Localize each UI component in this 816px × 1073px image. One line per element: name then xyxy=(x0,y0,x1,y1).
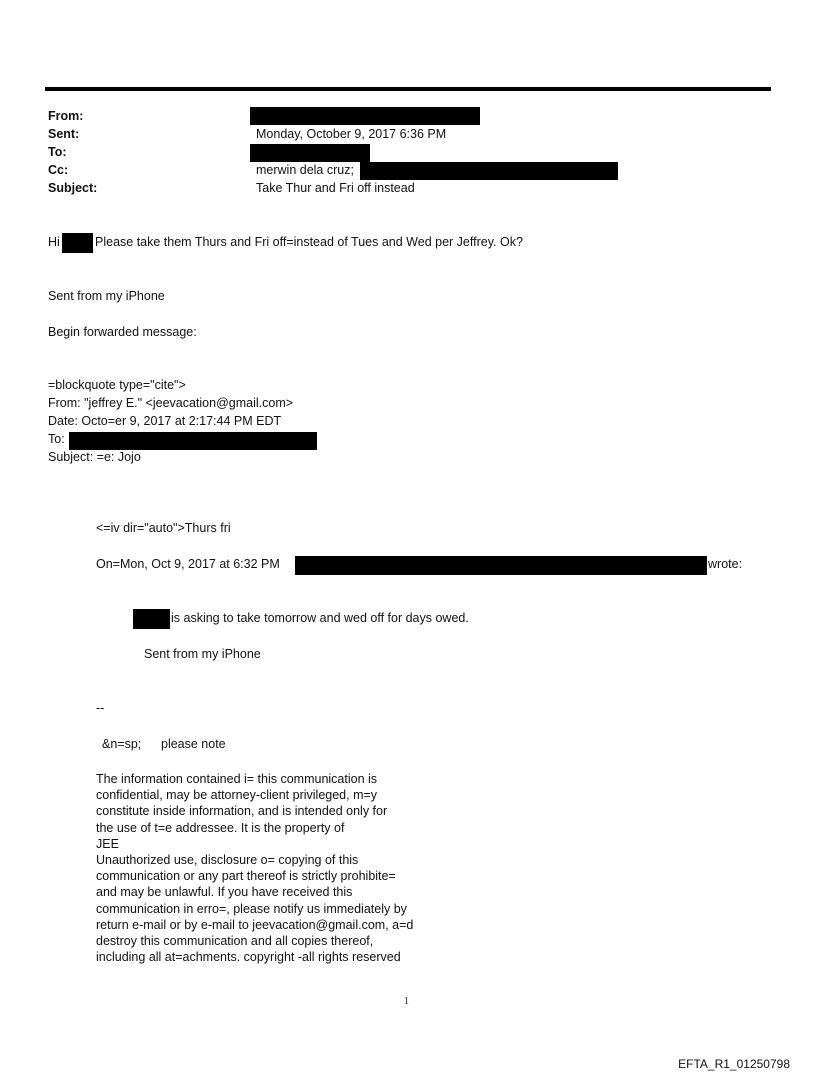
begin-forwarded: Begin forwarded message: xyxy=(48,325,197,339)
forwarded-date: Date: Octo=er 9, 2017 at 2:17:44 PM EDT xyxy=(48,414,282,428)
redaction-name xyxy=(133,609,170,629)
disclaimer-line: JEE xyxy=(96,836,119,851)
disclaimer-line: including all at=achments. copyright -all rights reserved xyxy=(96,950,401,965)
reply-sent-from-iphone: Sent from my iPhone xyxy=(144,647,261,661)
on-line: On=Mon, Oct 9, 2017 at 6:32 PM xyxy=(96,557,280,571)
subject-label: Subject: xyxy=(48,181,98,195)
disclaimer-line: The information contained i= this communication is xyxy=(96,772,378,786)
page-number: 1 xyxy=(404,996,409,1007)
forwarded-from: From: "jeffrey E." <jeevacation@gmail.com> xyxy=(48,396,294,410)
cc-value: merwin dela cruz; xyxy=(256,163,354,177)
redaction-to xyxy=(250,144,370,162)
disclaimer-line: communication in erro=, please notify us immediately by xyxy=(96,901,407,916)
div-auto-line: <=iv dir="auto">Thurs fri xyxy=(96,521,231,535)
forwarded-subject: Subject: =e: Jojo xyxy=(48,450,141,464)
disclaimer-line: destroy this communication and all copies thereof, xyxy=(96,934,374,949)
redaction-greeting-name xyxy=(62,233,93,253)
disclaimer-line: confidential, may be attorney-client privileged, m=y xyxy=(96,788,378,803)
signature-dashes: -- xyxy=(96,701,105,715)
disclaimer-line: the use of t=e addressee. It is the property of xyxy=(96,820,345,835)
cc-label: Cc: xyxy=(48,163,69,177)
disclaimer-line: and may be unlawful. If you have received this xyxy=(96,885,353,900)
greeting: Hi xyxy=(48,235,60,249)
header-rule xyxy=(45,87,771,91)
please-note: please note xyxy=(161,737,226,751)
sent-value: Monday, October 9, 2017 6:36 PM xyxy=(256,127,447,141)
document-id: EFTA_R1_01250798 xyxy=(678,1057,790,1071)
redaction-sender xyxy=(295,556,707,575)
disclaimer-line: communication or any part thereof is strictly prohibite= xyxy=(96,869,396,884)
asking-text: is asking to take tomorrow and wed off for days owed. xyxy=(171,611,469,625)
message-text: Please take them Thurs and Fri off=instead of Tues and Wed per Jeffrey. Ok? xyxy=(95,235,523,249)
redaction-forwarded-to xyxy=(69,432,317,450)
nbsp-entity: &n=sp; xyxy=(102,737,142,751)
redaction-from xyxy=(250,107,480,125)
disclaimer-line: Unauthorized use, disclosure o= copying of this xyxy=(96,853,359,868)
disclaimer-line: constitute inside information, and is intended only for xyxy=(96,804,388,819)
blockquote-line: =blockquote type="cite"> xyxy=(48,378,186,392)
forwarded-to: To: xyxy=(48,432,65,446)
disclaimer-block xyxy=(96,771,413,965)
from-label: From: xyxy=(48,109,84,123)
subject-value: Take Thur and Fri off instead xyxy=(256,181,415,195)
sent-label: Sent: xyxy=(48,127,80,141)
sent-from-iphone: Sent from my iPhone xyxy=(48,289,165,303)
to-label: To: xyxy=(48,145,67,159)
redaction-cc xyxy=(360,162,618,180)
disclaimer-line: return e-mail or by e-mail to jeevacation@gmail.com, a=d xyxy=(96,917,414,932)
wrote-text: wrote: xyxy=(708,557,743,571)
